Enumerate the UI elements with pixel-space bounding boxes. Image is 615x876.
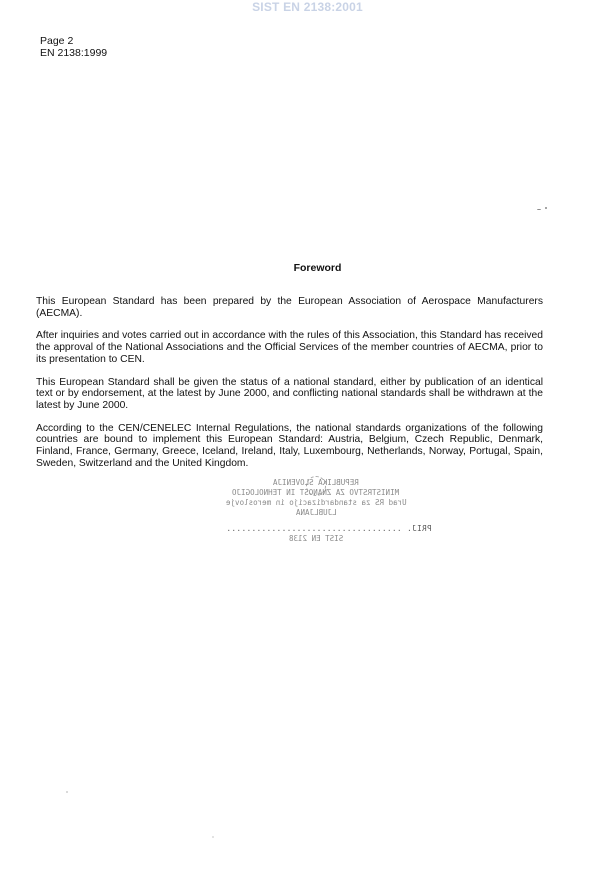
foreword-paragraph-1: This European Standard has been prepared by the European Association of Aerospace Manufacturers (AECMA). <box>36 296 543 319</box>
stamp-dots: PRIJ. ................................... <box>226 524 432 533</box>
document-id: EN 2138:1999 <box>40 47 108 59</box>
stamp-line-4: LJUBLJANA <box>295 508 337 517</box>
foreword-paragraph-2: After inquiries and votes carried out in accordance with the rules of this Association, this Standard has received the approval of the National Associations and the Official Services of the member countries of AECMA, prior to its presentation to CEN. <box>36 330 543 365</box>
official-stamp <box>226 478 432 544</box>
stamp-line-3: Urad RS za standardizacijo in meroslovje <box>226 498 407 507</box>
scan-speck <box>545 207 547 209</box>
stamp-line-1: REPUBLIKA SLOVENIJA <box>273 478 359 487</box>
page-number: Page 2 <box>40 35 74 47</box>
page-header <box>40 35 107 59</box>
scan-speck <box>212 836 214 838</box>
scan-speck <box>66 791 68 793</box>
document-watermark: SIST EN 2138:2001 <box>252 0 363 14</box>
stamp-line-2: MINISTRSTVO ZA ZNANOST IN TEHNOLOGIJO <box>232 488 400 497</box>
stamp-line-5: SIST EN 2138 <box>288 534 344 543</box>
foreword-paragraph-4: According to the CEN/CENELEC Internal Regulations, the national standards organizations of the following countries are bound to implement this European Standard: Austria, Belgium, Czech Republic, Denmark, Finland, France, Germany, Greece, Iceland, Ireland, Italy, Luxembourg, Netherlands, Norway, Portugal, Spain, Sweden, Switzerland and the United Kingdom. <box>36 422 543 469</box>
scan-speck <box>537 209 541 210</box>
foreword-body <box>36 296 543 480</box>
foreword-heading: Foreword <box>293 262 342 274</box>
foreword-paragraph-3: This European Standard shall be given the status of a national standard, either by publication of an identical text or by endorsement, at the latest by June 2000, and conflicting national standards shall be withdrawn at the latest by June 2000. <box>36 376 543 411</box>
